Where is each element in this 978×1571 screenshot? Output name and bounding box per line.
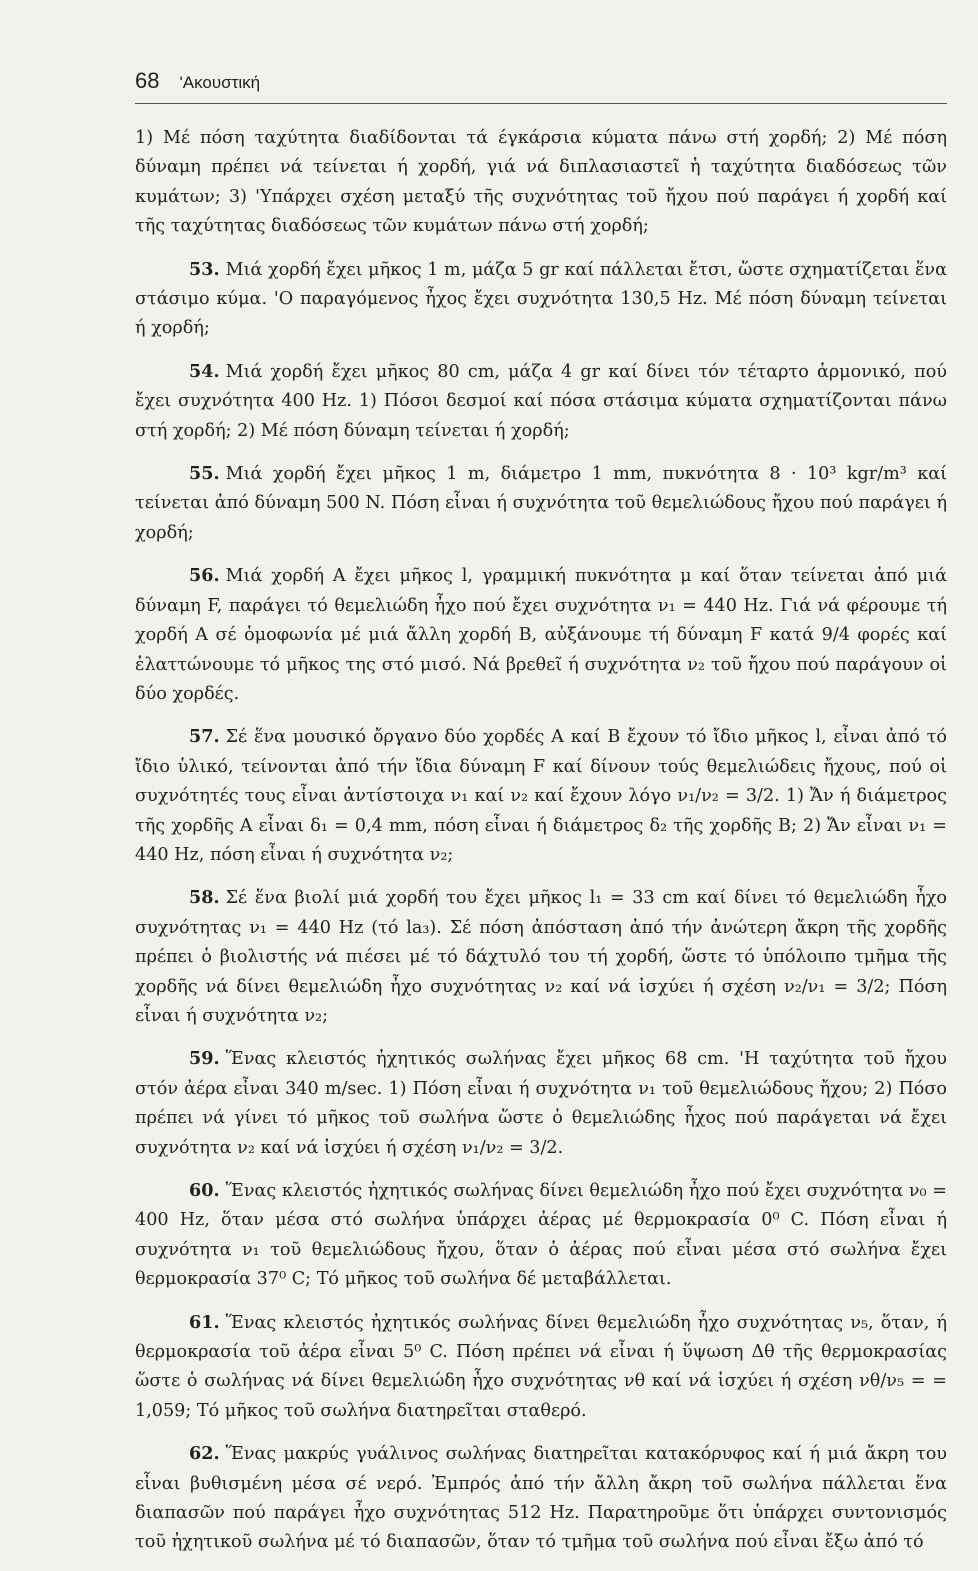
problem-number: 60. bbox=[189, 1180, 220, 1201]
problem-number: 55. bbox=[189, 463, 220, 485]
problem-number: 54. bbox=[189, 360, 220, 382]
problem-54 bbox=[135, 357, 947, 446]
problem-text: Ἕνας κλειστός ἠχητικός σωλήνας δίνει θεμελιώδη ἦχο πού ἔχει συχνότητα ν₀ = 400 Hz, ὅταν μέσα στό σωλήνα ὑπάρχει ἀέρας μέ θερμοκρασία 0⁰ C. Πόση εἶναι ή συχνότητα ν₁ τοῦ θεμελιώδους ἤχου, ὅταν ὁ ἀέρας πού εἶναι μέσα στό σωλήνα ἔχει θερμοκρασία 37⁰ C; Τό μῆκος τοῦ σωλήνα δέ μεταβάλλεται. bbox=[135, 1181, 947, 1290]
problem-number: 62. bbox=[189, 1443, 220, 1465]
problem-number: 57. bbox=[189, 726, 220, 748]
problem-text: Ἕνας κλειστός ἠχητικός σωλήνας δίνει θεμελιώδη ἦχο συχνότητας ν₅, ὅταν, ή θερμοκρασία τοῦ ἀέρα εἶναι 5⁰ C. Πόση πρέπει νά εἶναι ή ὕψωση Δθ τῆς θερμοκρασίας ὥστε ὁ σωλήνας νά δίνει θεμελιώδη ἦχο συχνότητας νθ καί νά ἰσχύει ή σχέση νθ/ν₅ = = 1,059; Τό μῆκος τοῦ σωλήνα διατηρεῖται σταθερό. bbox=[135, 1312, 947, 1421]
problem-number: 53. bbox=[189, 258, 220, 280]
problem-59 bbox=[135, 1044, 947, 1163]
page-number: 68 bbox=[135, 68, 160, 93]
problem-57 bbox=[135, 722, 947, 870]
problem-number: 56. bbox=[189, 565, 220, 587]
problem-text: Ἕνας μακρύς γυάλινος σωλήνας διατηρεῖται κατακόρυφος καί ή μιά ἄκρη του εἶναι βυθισμένη μέσα σέ νερό. Ἐμπρός ἀπό τήν ἄλλη ἄκρη τοῦ σωλήνα πάλλεται ἕνα διαπασῶν πού παράγει ἦχο συχνότητας 512 Hz. Παρατηροῦμε ὅτι ὑπάρχει συντονισμός τοῦ ἠχητικοῦ σωλήνα μέ τό διαπασῶν, ὅταν τό τμῆμα τοῦ σωλήνα πού εἶναι ἔξω ἀπό τό bbox=[135, 1444, 947, 1553]
problem-text: Μιά χορδή ἔχει μῆκος 1 m, διάμετρο 1 mm, πυκνότητα 8 · 10³ kgr/m³ καί τείνεται ἀπό δύναμη 500 N. Πόση εἶναι ή συχνότητα τοῦ θεμελιώδους ἤχου πού παράγει ή χορδή; bbox=[135, 464, 947, 543]
intro-paragraph: 1) Μέ πόση ταχύτητα διαδίδονται τά έγκάρσια κύματα πάνω στή χορδή; 2) Μέ πόση δύναμη πρέπει νά τείνεται ή χορδή, γιά νά διπλασιαστεῖ ἡ ταχύτητα διαδόσεως τῶν κυμάτων; 3) 'Υπάρχει σχέση μεταξύ τῆς συχνότητας τοῦ ἤχου πού παράγει ή χορδή καί τῆς ταχύτητας διαδόσεως τῶν κυμάτων πάνω στή χορδή; bbox=[135, 128, 947, 237]
problem-text: Ἕνας κλειστός ἠχητικός σωλήνας ἔχει μῆκος 68 cm. 'Η ταχύτητα τοῦ ἤχου στόν ἀέρα εἶναι 340 m/sec. 1) Πόση εἶναι ή συχνότητα ν₁ τοῦ θεμελιώδους ἤχου; 2) Πόσο πρέπει νά γίνει τό μῆκος τοῦ σωλήνα ὥστε ὁ θεμελιώδης ἦχος πού παράγεται νά ἔχει συχνότητα ν₂ καί νά ἰσχύει ή σχέση ν₁/ν₂ = 3/2. bbox=[135, 1049, 947, 1158]
problem-text: Σέ ἕνα βιολί μιά χορδή του ἔχει μῆκος l₁ = 33 cm καί δίνει τό θεμελιώδη ἦχο συχνότητας ν₁ = 440 Hz (τό la₃). Σέ πόση ἀπόσταση ἀπό τήν ἀνώτερη ἄκρη τῆς χορδῆς πρέπει ὁ βιολιστής νά πιέσει μέ τό δάχτυλό του τή χορδή, ὥστε τό ὑπόλοιπο τμῆμα τῆς χορδῆς νά δίνει θεμελιώδη ἦχο συχνότητας ν₂ καί νά ἰσχύει ή σχέση ν₂/ν₁ = 3/2; Πόση εἶναι ή συχνότητα ν₂; bbox=[135, 888, 947, 1026]
problem-62 bbox=[135, 1439, 947, 1558]
problem-60 bbox=[135, 1176, 947, 1295]
problem-number: 59. bbox=[189, 1048, 220, 1070]
running-title: 'Ακουστική bbox=[179, 73, 261, 92]
problem-text: Σέ ἕνα μουσικό ὄργανο δύο χορδές Α καί Β ἔχουν τό ἴδιο μῆκος l, εἶναι ἀπό τό ἴδιο ὑλικό, τείνονται ἀπό τήν ἴδια δύναμη F καί δίνουν τούς θεμελιώδεις ἤχους, πού οἱ συχνότητές τους εἶναι ἀντίστοιχα ν₁ καί ν₂ καί ἔχουν λόγο ν₁/ν₂ = 3/2. 1) Ἄν ή διάμετρος τῆς χορδῆς Α εἶναι δ₁ = 0,4 mm, πόση εἶναι ή διάμετρος δ₂ τῆς χορδῆς Β; 2) Ἄν εἶναι ν₁ = 440 Hz, πόση εἶναι ή συχνότητα ν₂; bbox=[135, 727, 947, 865]
problem-58 bbox=[135, 883, 947, 1031]
problem-text: Μιά χορδή Α ἔχει μῆκος l, γραμμική πυκνότητα μ καί ὅταν τείνεται ἀπό μιά δύναμη F, παράγει τό θεμελιώδη ἦχο πού ἔχει συχνότητα ν₁ = 440 Hz. Γιά νά φέρουμε τή χορδή Α σέ ὁμοφωνία μέ μιά ἄλλη χορδή Β, αὐξάνουμε τή δύναμη F κατά 9/4 φορές καί ἐλαττώνουμε τό μῆκος της στό μισό. Νά βρεθεῖ ή συχνότητα ν₂ τοῦ ἤχου πού παράγουν οἱ δύο χορδές. bbox=[135, 566, 947, 704]
problem-number: 61. bbox=[189, 1311, 220, 1333]
problem-56 bbox=[135, 561, 947, 709]
problem-text: Μιά χορδή ἔχει μῆκος 80 cm, μάζα 4 gr καί δίνει τόν τέταρτο ἁρμονικό, πού ἔχει συχνότητα 400 Hz. 1) Πόσοι δεσμοί καί πόσα στάσιμα κύματα σχηματίζονται πάνω στή χορδή; 2) Μέ πόση δύναμη τείνεται ή χορδή; bbox=[135, 361, 947, 441]
problem-53 bbox=[135, 255, 947, 344]
header-rule bbox=[135, 103, 947, 104]
problem-text: Μιά χορδή ἔχει μῆκος 1 m, μάζα 5 gr καί πάλλεται ἔτσι, ὥστε σχηματίζεται ἕνα στάσιμο κύμα. 'Ο παραγόμενος ἦχος ἔχει συχνότητα 130,5 Hz. Μέ πόση δύναμη τείνεται ή χορδή; bbox=[135, 259, 947, 339]
problem-55 bbox=[135, 459, 947, 548]
page-body bbox=[135, 124, 947, 1571]
problem-number: 58. bbox=[189, 887, 220, 909]
problem-61 bbox=[135, 1308, 947, 1427]
page-header bbox=[135, 68, 947, 94]
